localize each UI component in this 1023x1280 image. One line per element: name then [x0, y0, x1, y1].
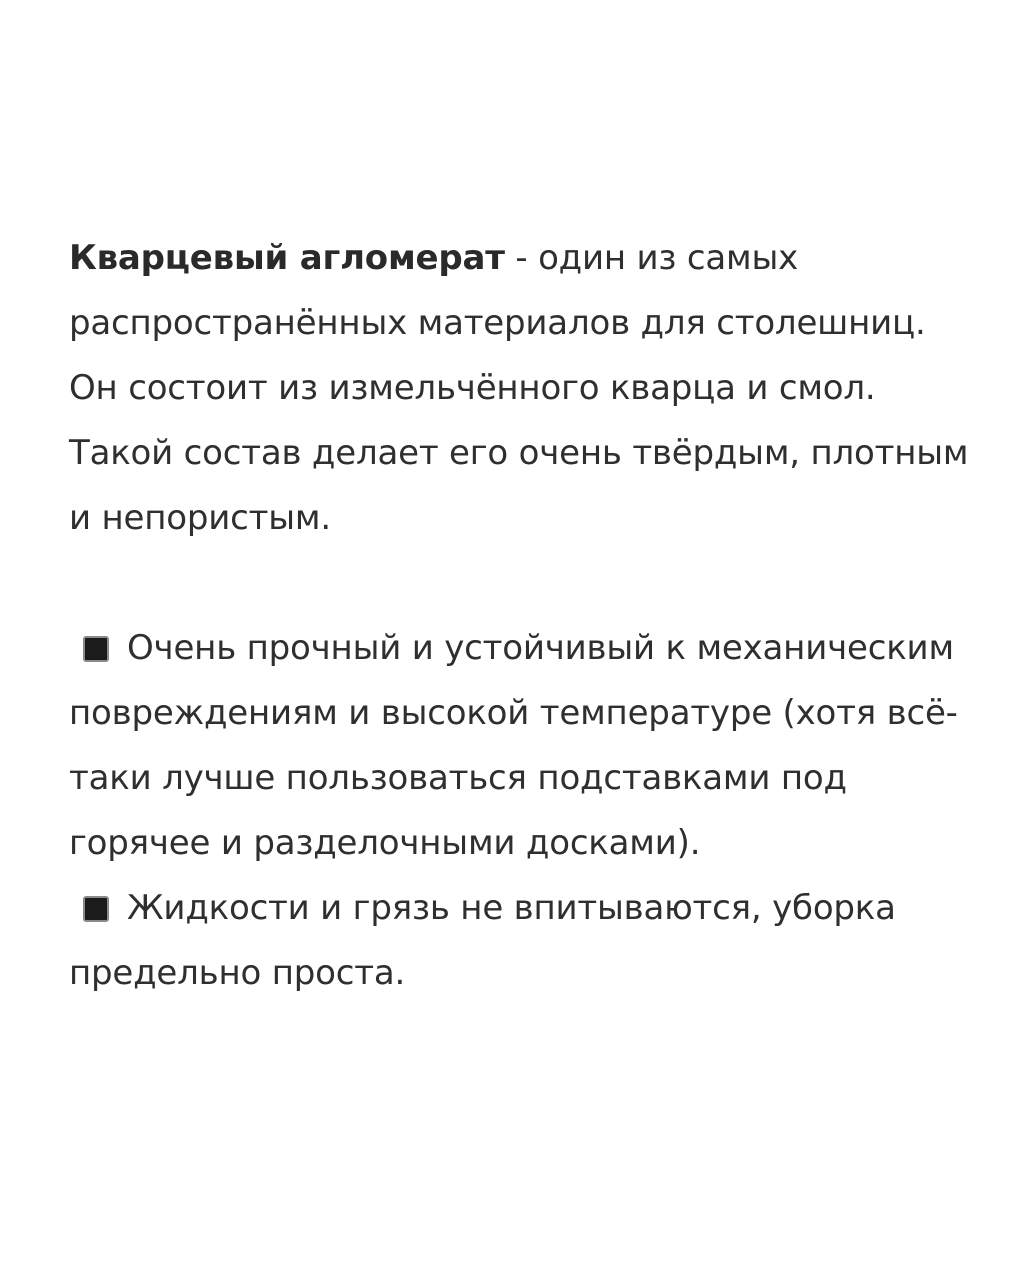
black-square-icon	[83, 636, 109, 662]
term-heading: Кварцевый агломерат	[69, 238, 505, 278]
black-square-icon	[83, 896, 109, 922]
paragraph-spacer	[69, 551, 969, 616]
article-text	[69, 226, 969, 1006]
bullet-text: Жидкости и грязь не впитываются, уборка предельно проста.	[69, 888, 896, 993]
intro-text: - один из самых распространённых материалов для столешниц. Он состоит из измельчённого кварца и смол. Такой состав делает его очень твёрдым, плотным и непористым.	[69, 238, 969, 538]
bullet-item-cleaning	[69, 876, 969, 1006]
bullet-text: Очень прочный и устойчивый к механическим повреждениям и высокой температуре (хотя всё-таки лучше пользоваться подставками под горячее и разделочными досками).	[69, 628, 958, 863]
intro-paragraph	[69, 226, 969, 551]
bullet-item-strength	[69, 616, 969, 876]
